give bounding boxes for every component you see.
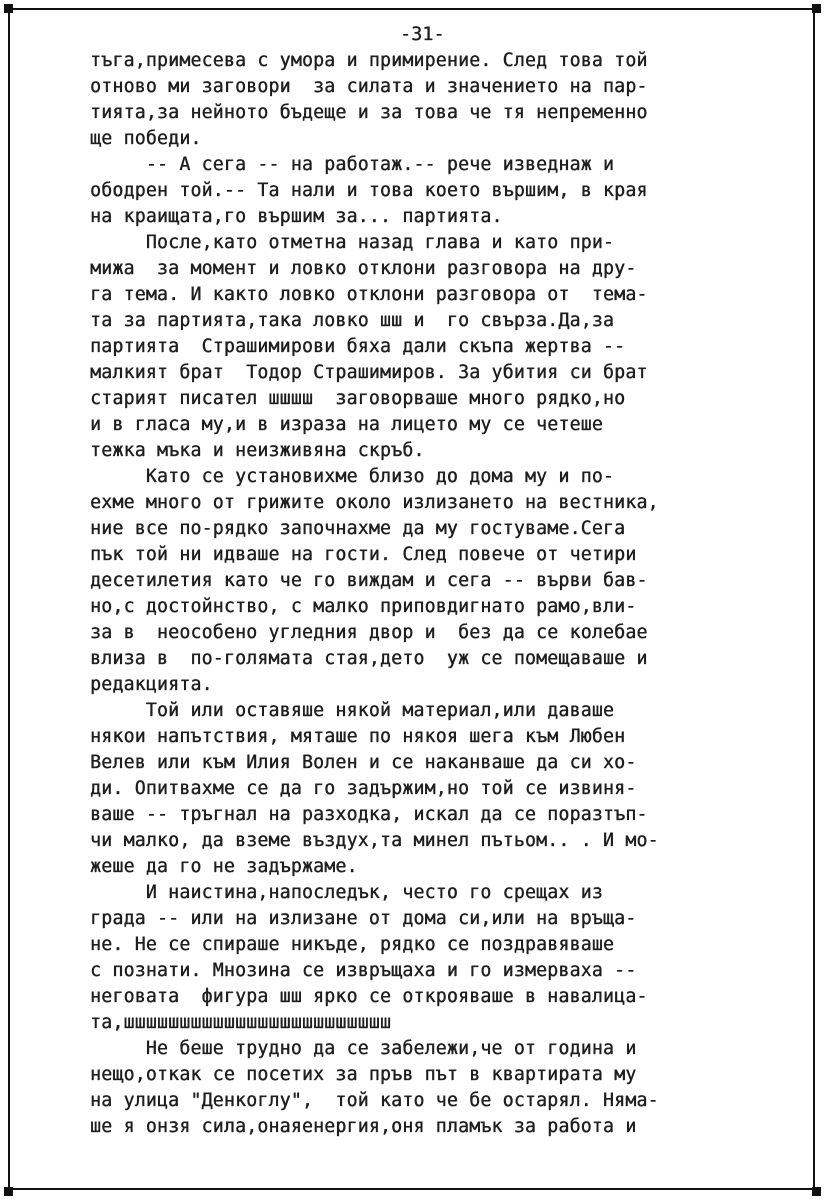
text-line: старият писател шшшш заговорваше много рядко,но — [90, 388, 626, 409]
text-line: малкият брат Тодор Страшимиров. За убития си брат — [90, 362, 648, 383]
corner-mark-bottom-left — [4, 1187, 13, 1196]
text-line: га тема. И както ловко отклони разговора от тема- — [90, 284, 648, 305]
page-number: -31- — [400, 24, 445, 45]
text-line: чи малко, да вземе въздух,та минел пътьом.. . И мо- — [90, 830, 659, 851]
text-line: жеше да го не задържаме. — [90, 856, 358, 877]
text-line: мижа за момент и ловко отклони разговора на дру- — [90, 258, 637, 279]
text-line: та,шшшшшшшшшшшшшшшшшшшшшшшш — [90, 1012, 392, 1033]
text-line: нещо,откак се посетих за пръв път в квартирата му — [90, 1064, 637, 1085]
text-line: -- А сега -- на работаж.-- рече изведнаж и — [90, 154, 615, 175]
text-line: тъга,примесева с умора и примирение. След това той — [90, 50, 648, 71]
body-text — [90, 48, 815, 1140]
text-line: тежка мъка и неизживяна скръб. — [90, 440, 425, 461]
text-line: някои напътствия, мяташе по някоя шега към Любен — [90, 726, 626, 747]
typewritten-page — [90, 22, 815, 1140]
corner-mark-top-right — [812, 4, 821, 13]
text-line: Като се установихме близо до дома му и по- — [90, 466, 615, 487]
text-line: и в гласа му,и в израза на лицето му се четеше — [90, 414, 603, 435]
text-line: но,с достойнство, с малко приповдигнато рамо,вли- — [90, 596, 637, 617]
text-line: пък той ни идваше на гости. След повече от четири — [90, 544, 637, 565]
text-line: града -- или на излизане от дома си,или на връща- — [90, 908, 637, 929]
text-line: на улица "Денкоглу", той като че бе остарял. Няма- — [90, 1090, 659, 1111]
text-line: редакцията. — [90, 674, 213, 695]
text-line: ехме много от грижите около излизането на вестника, — [90, 492, 659, 513]
text-line: После,като отметна назад глава и като при- — [90, 232, 615, 253]
text-line: ще победи. — [90, 128, 202, 149]
text-line: неговата фигура шш ярко се открояваше в навалица- — [90, 986, 648, 1007]
text-line: партията Страшимирови бяха дали скъпа жертва -- — [90, 336, 626, 357]
text-line: за в неособено угледния двор и без да се колебае — [90, 622, 648, 643]
text-line: влиза в по-голямата стая,дето уж се помещаваше и — [90, 648, 648, 669]
text-line: ше я онзя сила,онаяенергия,оня пламък за работа и — [90, 1116, 637, 1137]
text-line: И наистина,напоследък, често го срещах из — [90, 882, 603, 903]
text-line: Той или оставяше някой материал,или даваше — [90, 700, 615, 721]
text-line: тията,за нейното бъдеще и за това че тя непременно — [90, 102, 648, 123]
text-line: ваше -- тръгнал на разходка, искал да се поразтъп- — [90, 804, 648, 825]
text-line: не. Не се спираше никъде, рядко се поздравяваше — [90, 934, 615, 955]
text-line: Велев или към Илия Волен и се наканваше да си хо- — [90, 752, 637, 773]
corner-mark-top-left — [4, 4, 13, 13]
text-line: ние все по-рядко започнахме да му гостуваме.Сега — [90, 518, 626, 539]
text-line: ободрен той.-- Та нали и това което вършим, в края — [90, 180, 648, 201]
text-line: Не беше трудно да се забележи,че от година и — [90, 1038, 637, 1059]
text-line: десетилетия като че го виждам и сега -- върви бав- — [90, 570, 648, 591]
text-line: отново ми заговори за силата и значението на пар- — [90, 76, 648, 97]
text-line: та за партията,така ловко шш и го свърза.Да,за — [90, 310, 615, 331]
text-line: с познати. Мнозина се извръщаха и го измерваха -- — [90, 960, 637, 981]
text-line: на краищата,го вършим за... партията. — [90, 206, 503, 227]
corner-mark-bottom-right — [812, 1187, 821, 1196]
text-line: ди. Опитвахме се да го задържим,но той се извиня- — [90, 778, 637, 799]
